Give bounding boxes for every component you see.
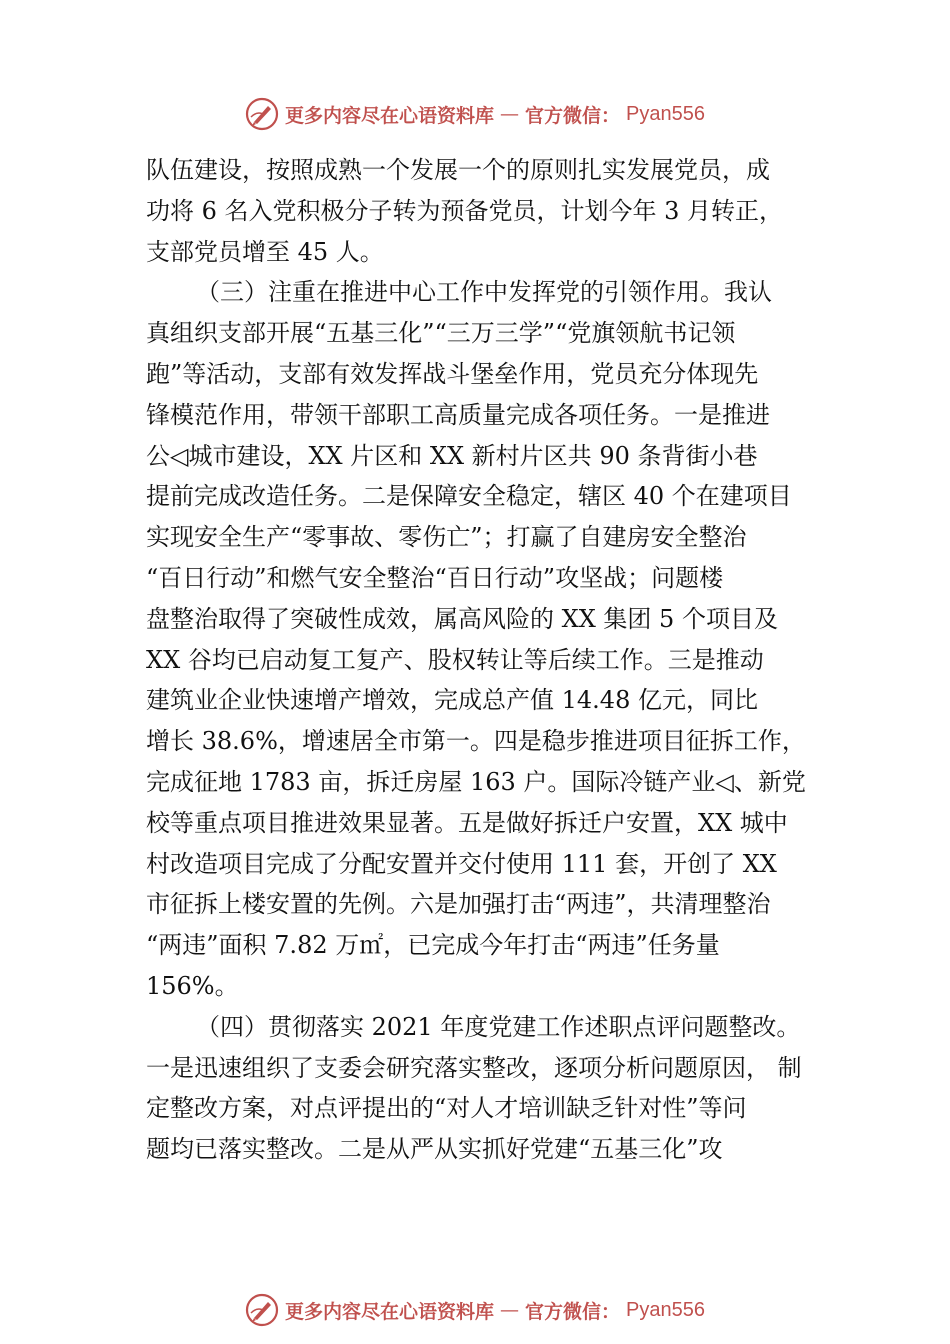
body-line: 村改造项目完成了分配安置并交付使用 111 套，开创了 XX xyxy=(146,849,777,878)
footer-promo-text: 更多内容尽在心语资料库 xyxy=(285,1300,495,1323)
body-line: （三）注重在推进中心工作中发挥党的引领作用。我认 xyxy=(196,278,772,307)
body-line: 市征拆上楼安置的先例。六是加强打击“两违”，共清理整治 xyxy=(146,890,771,919)
body-line: 公◁城市建设，XX 片区和 XX 新村片区共 90 条背街小巷 xyxy=(146,441,758,470)
header-wechat-id: Pyan556 xyxy=(626,102,705,125)
body-line: 一是迅速组织了支委会研究落实整改，逐项分析问题原因， 制 xyxy=(146,1053,802,1082)
body-line: “两违”面积 7.82 万㎡，已完成今年打击“两违”任务量 xyxy=(146,931,720,960)
body-line: 队伍建设，按照成熟一个发展一个的原则扎实发展党员，成 xyxy=(146,156,770,184)
footer-wechat-label: 官方微信： xyxy=(525,1300,621,1323)
body-line: 题均已落实整改。二是从严从实抓好党建“五基三化”攻 xyxy=(146,1135,723,1164)
document-body xyxy=(146,150,814,1170)
pen-logo-icon xyxy=(245,1293,279,1327)
body-line: 完成征地 1783 亩，拆迁房屋 163 户。国际冷链产业◁、新党 xyxy=(146,767,806,796)
footer-separator: — xyxy=(500,1299,520,1321)
body-line: 真组织支部开展“五基三化”“三万三学”“党旗领航书记领 xyxy=(146,319,736,348)
header-banner xyxy=(0,94,950,134)
body-line: 建筑业企业快速增产增效，完成总产值 14.48 亿元，同比 xyxy=(146,686,758,715)
body-line: 定整改方案，对点评提出的“对人才培训缺乏针对性”等问 xyxy=(146,1094,747,1123)
body-line: “百日行动”和燃气安全整治“百日行动”攻坚战；问题楼 xyxy=(146,563,724,592)
body-line: （四）贯彻落实 2021 年度党建工作述职点评问题整改。 xyxy=(196,1012,801,1041)
header-separator: — xyxy=(500,103,520,125)
body-line: 增长 38.6%，增速居全市第一。四是稳步推进项目征拆工作， xyxy=(146,727,806,756)
body-line: 校等重点项目推进效果显著。五是做好拆迁户安置，XX 城中 xyxy=(146,808,788,837)
footer-banner xyxy=(0,1290,950,1330)
body-line: 支部党员增至 45 人。 xyxy=(146,237,384,266)
body-line: 156%。 xyxy=(146,971,239,1000)
body-line: 锋模范作用，带领干部职工高质量完成各项任务。一是推进 xyxy=(146,400,770,429)
body-line: 实现安全生产“零事故、零伤亡”；打赢了自建房安全整治 xyxy=(146,523,747,552)
body-line: 盘整治取得了突破性成效，属高风险的 XX 集团 5 个项目及 xyxy=(146,604,778,633)
body-line: XX 谷均已启动复工复产、股权转让等后续工作。三是推动 xyxy=(146,645,764,674)
body-line: 功将 6 名入党积极分子转为预备党员，计划今年 3 月转正， xyxy=(146,196,784,225)
footer-wechat-id: Pyan556 xyxy=(626,1298,705,1321)
body-line: 跑”等活动，支部有效发挥战斗堡垒作用，党员充分体现先 xyxy=(146,359,759,388)
pen-logo-icon xyxy=(245,97,279,131)
body-line: 提前完成改造任务。二是保障安全稳定，辖区 40 个在建项目 xyxy=(146,482,792,511)
header-promo-text: 更多内容尽在心语资料库 xyxy=(285,104,495,127)
header-wechat-label: 官方微信： xyxy=(525,104,621,127)
